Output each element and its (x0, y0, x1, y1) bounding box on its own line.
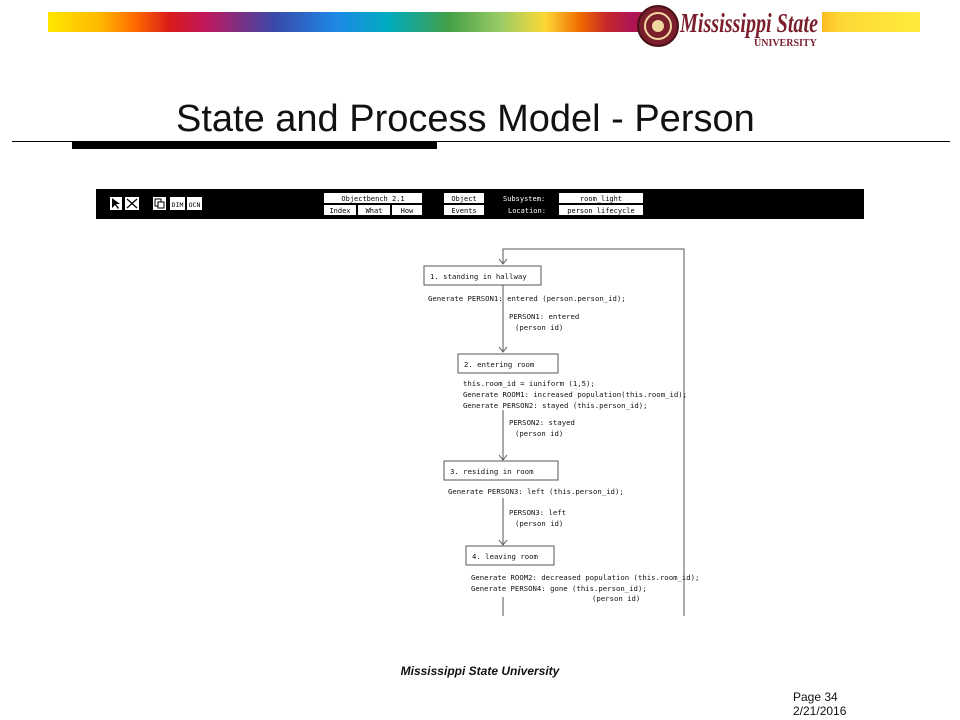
state-4-action-2: Generate PERSON4: gone (this.person_id); (471, 584, 647, 593)
object-label: Object (451, 195, 477, 203)
subsystem-value: room_light (579, 195, 623, 203)
title-rule-accent (72, 142, 437, 149)
what-label: What (365, 207, 383, 215)
transition-1-param: (person id) (515, 323, 564, 332)
state-2-action-1: this.room_id = iuniform (1,5); (463, 379, 595, 388)
transition-1-event: PERSON1: entered (509, 312, 580, 321)
logo-text: Mississippi State (679, 8, 819, 38)
state-2-action-3: Generate PERSON2: stayed (this.person_id); (463, 401, 648, 410)
state-1-action: Generate PERSON1: entered (person.person_id); (428, 294, 626, 303)
transition-3-param: (person id) (515, 519, 564, 528)
events-label: Events (451, 207, 477, 215)
objectbench-screenshot (96, 189, 864, 617)
logo-subtext: UNIVERSITY (754, 38, 817, 49)
university-logo (632, 2, 828, 50)
state-1-label: 1. standing in hallway (430, 272, 527, 281)
location-label: Location: (508, 207, 546, 215)
page-number: Page 34 (793, 690, 838, 704)
transition-2-param: (person id) (515, 429, 564, 438)
state-4-action-1: Generate ROOM2: decreased population (this.room_id); (471, 573, 700, 582)
ocn-button-label: OCN (188, 201, 201, 209)
transition-2-event: PERSON2: stayed (509, 418, 575, 427)
page-date: 2/21/2016 (793, 704, 847, 718)
location-value: person lifecycle (567, 207, 635, 215)
index-label: Index (329, 207, 351, 215)
state-4-label: 4. leaving room (472, 552, 538, 561)
state-4-action-3: (person id) (592, 594, 641, 603)
state-2-label: 2. entering room (464, 360, 535, 369)
state-3-label: 3. residing in room (450, 467, 534, 476)
state-2-action-2: Generate ROOM1: increased population(this.room_id); (463, 390, 688, 399)
dim-button-label: DIM (171, 201, 184, 209)
transition-3-event: PERSON3: left (509, 508, 567, 517)
footer-institution: Mississippi State University (400, 664, 560, 678)
subsystem-label: Subsystem: (503, 195, 546, 203)
state-3-action: Generate PERSON3: left (this.person_id); (448, 487, 624, 496)
slide-title: State and Process Model - Person (176, 98, 755, 140)
objectbench-label: Objectbench 2.1 (341, 195, 405, 203)
how-label: How (400, 207, 414, 215)
